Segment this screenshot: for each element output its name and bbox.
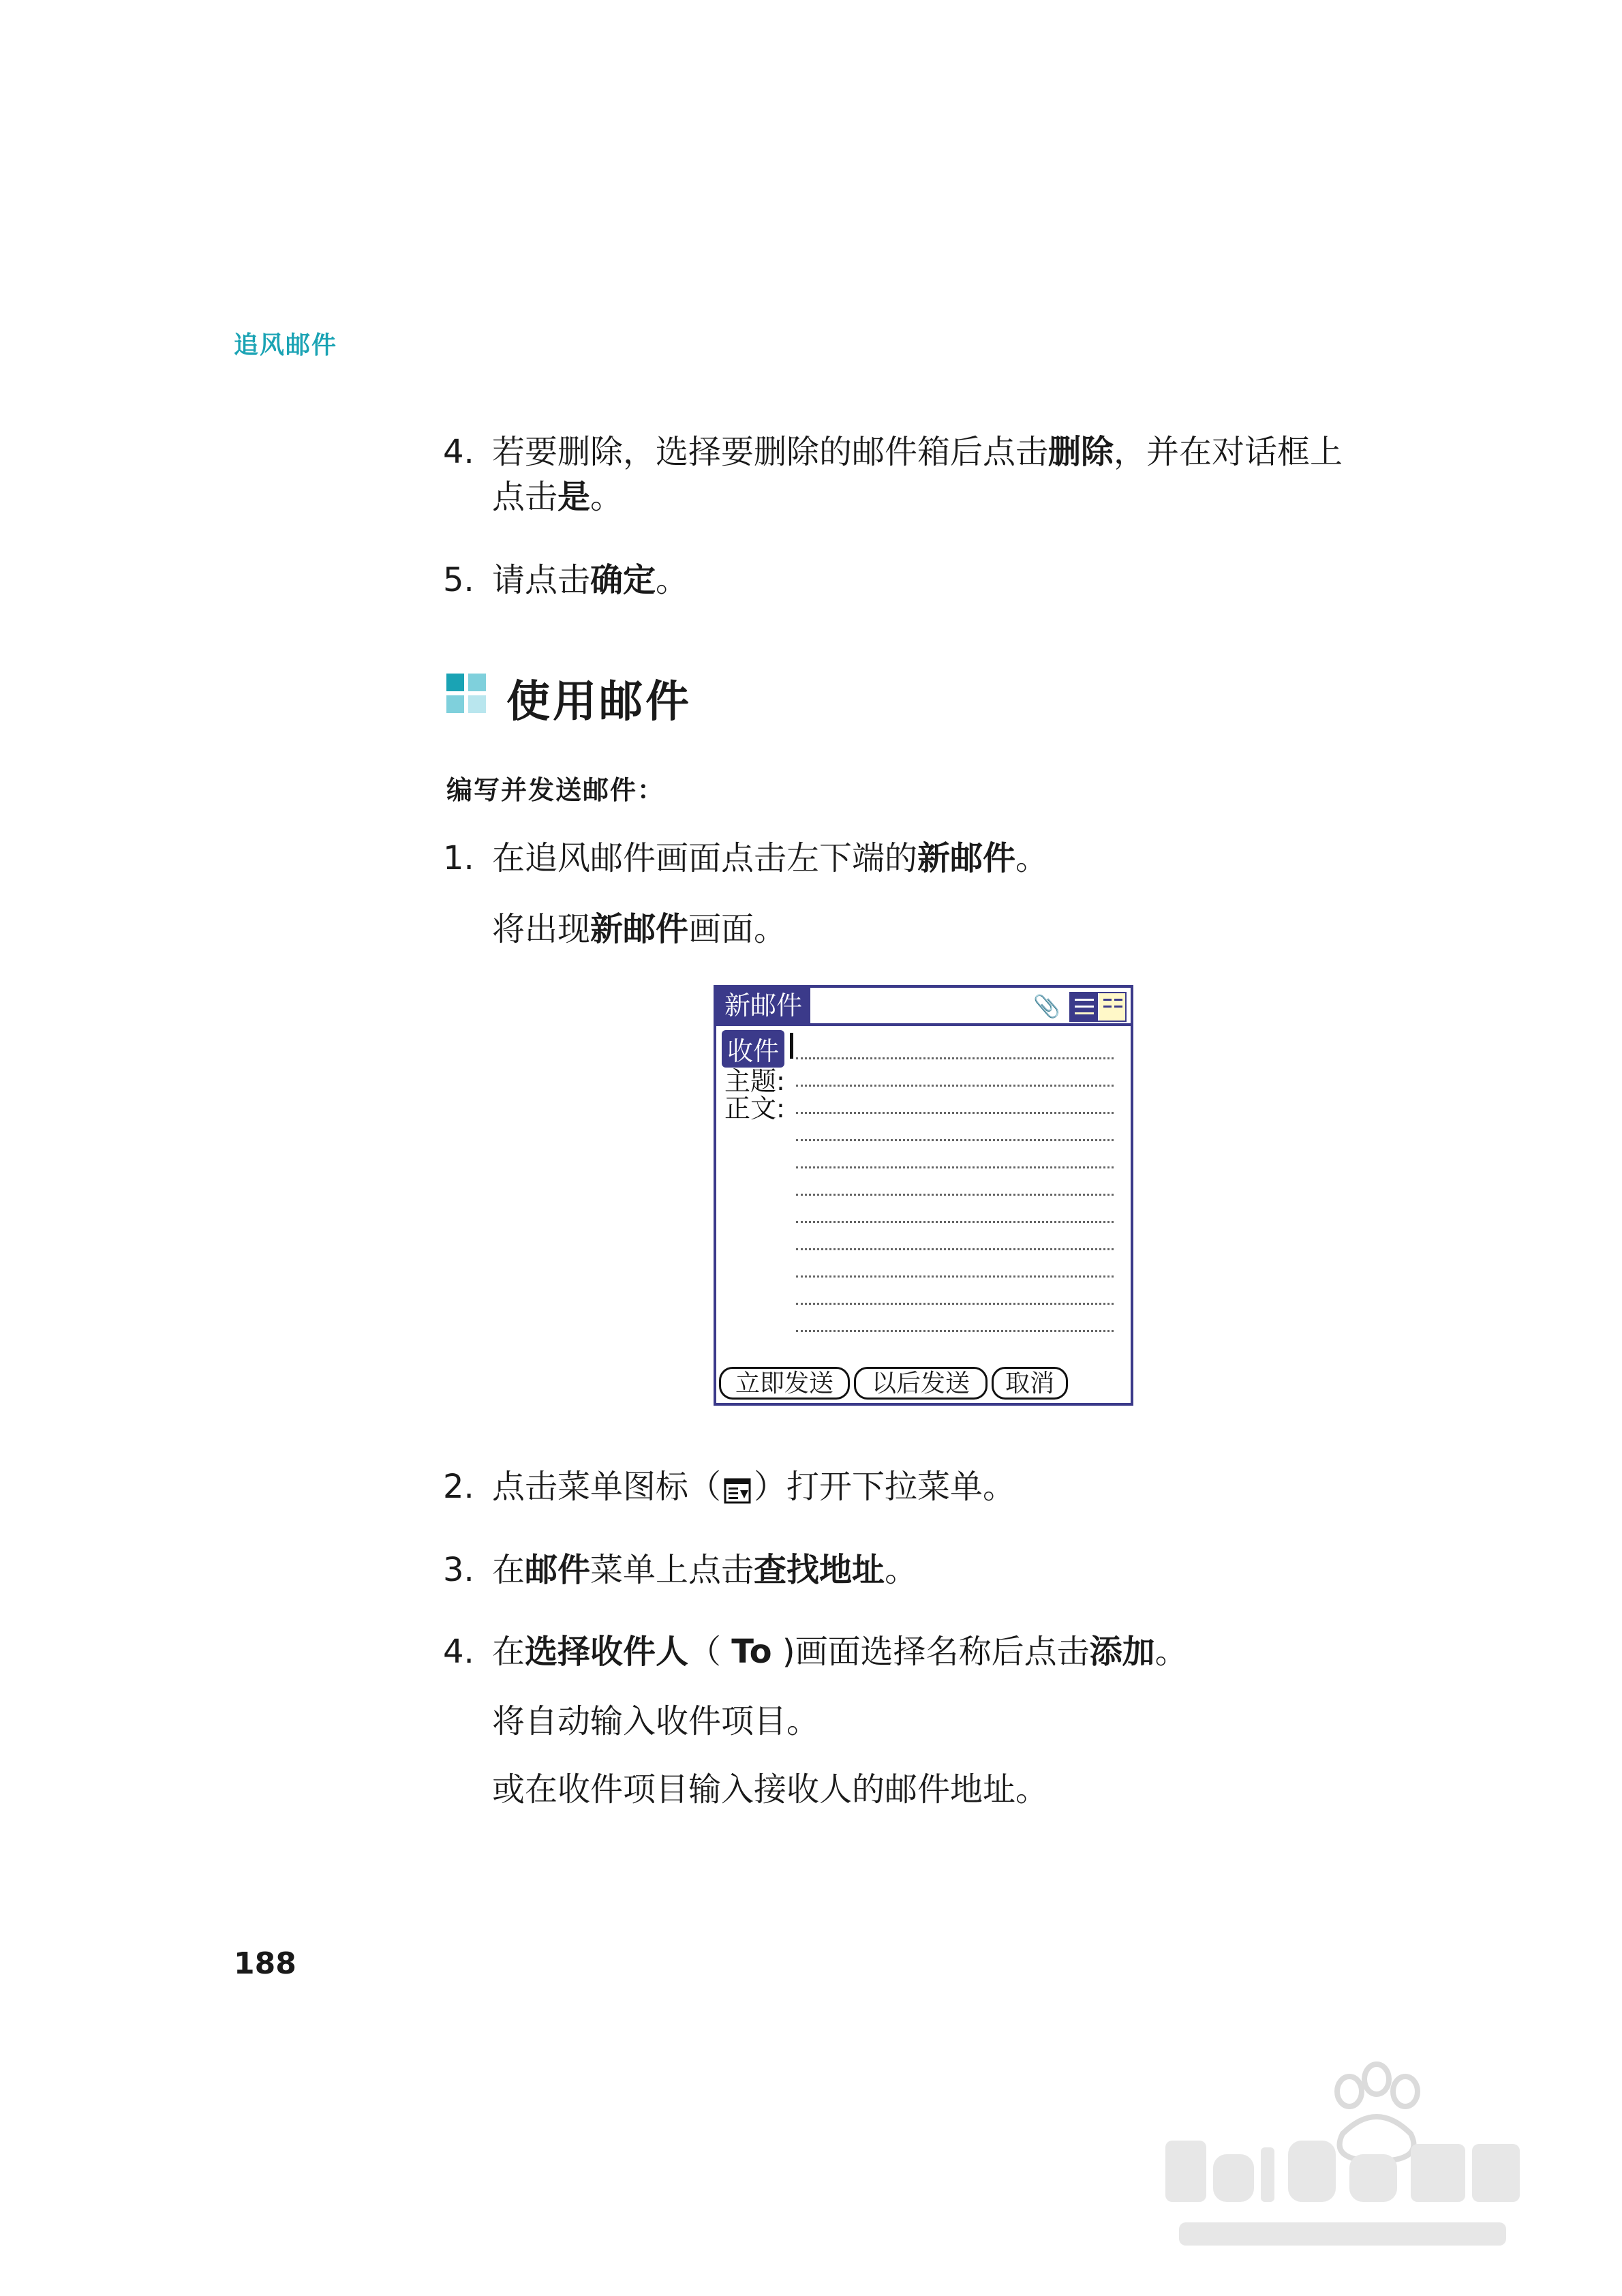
subject-field-label[interactable]: 主题: [724, 1066, 785, 1096]
step-4-delete [443, 429, 1397, 525]
step-number: 2. [443, 1468, 474, 1506]
step-text: 点击菜单图标（ ）打开下拉菜单。 [492, 1468, 1016, 1506]
menu-icon [721, 1473, 754, 1505]
body-input-line[interactable] [796, 1139, 1114, 1141]
body-input-line[interactable] [796, 1248, 1114, 1250]
paperclip-icon[interactable]: 📎 [1033, 993, 1060, 1019]
step-4-select-recipient [443, 1629, 1329, 1674]
subheading: 编写并发送邮件： [446, 775, 665, 805]
step-number: 4. [443, 433, 474, 471]
body-input-line[interactable] [796, 1221, 1114, 1223]
body-input-line[interactable] [796, 1112, 1114, 1114]
title-underline [716, 1023, 1131, 1026]
step-text-line2: 点击是。 [492, 478, 624, 516]
section-title: 使用邮件 [506, 677, 692, 727]
step-4-note-2: 或在收件项目输入接收人的邮件地址。 [492, 1770, 1049, 1809]
section-squares-icon [446, 674, 489, 716]
baidu-jingyan-watermark-logo [1152, 2059, 1533, 2263]
body-input-line[interactable] [796, 1194, 1114, 1196]
step-text: 请点击确定。 [492, 561, 689, 599]
to-field-label[interactable]: 收件 [722, 1030, 784, 1068]
running-header: 追风邮件 [234, 331, 338, 359]
cancel-button[interactable]: 取消 [992, 1367, 1068, 1400]
step-2-menu [443, 1464, 1124, 1509]
step-4-note-1: 将自动输入收件项目。 [492, 1702, 820, 1740]
step-1-new-mail [443, 836, 1261, 881]
step-number: 4. [443, 1633, 474, 1671]
step-5-confirm [443, 558, 1056, 603]
body-field-label[interactable]: 正文: [724, 1093, 785, 1123]
page-number: 188 [234, 1946, 296, 1981]
body-input-line[interactable] [796, 1330, 1114, 1332]
view-toggle-icon[interactable] [1069, 992, 1127, 1022]
text-cursor [790, 1033, 793, 1059]
new-mail-screenshot [714, 985, 1133, 1406]
send-now-button[interactable]: 立即发送 [719, 1367, 850, 1400]
body-input-line[interactable] [796, 1303, 1114, 1305]
step-number: 3. [443, 1551, 474, 1589]
body-input-line[interactable] [796, 1166, 1114, 1168]
step-text: 在选择收件人（ To )画面选择名称后点击添加。 [492, 1633, 1188, 1671]
step-text: 若要删除，选择要删除的邮件箱后点击删除，并在对话框上 [492, 433, 1343, 471]
screen-title: 新邮件 [716, 988, 810, 1023]
body-input-line[interactable] [796, 1275, 1114, 1278]
send-later-button[interactable]: 以后发送 [854, 1367, 988, 1400]
step-number: 1. [443, 839, 474, 877]
step-text: 在邮件菜单上点击查找地址。 [492, 1551, 918, 1589]
to-input-line[interactable] [796, 1057, 1114, 1059]
step-3-find-address [443, 1547, 1124, 1592]
step-1-note: 将出现新邮件画面。 [492, 910, 787, 948]
subject-input-line[interactable] [796, 1085, 1114, 1087]
step-text: 在追风邮件画面点击左下端的新邮件。 [492, 839, 1049, 877]
step-number: 5. [443, 561, 474, 599]
